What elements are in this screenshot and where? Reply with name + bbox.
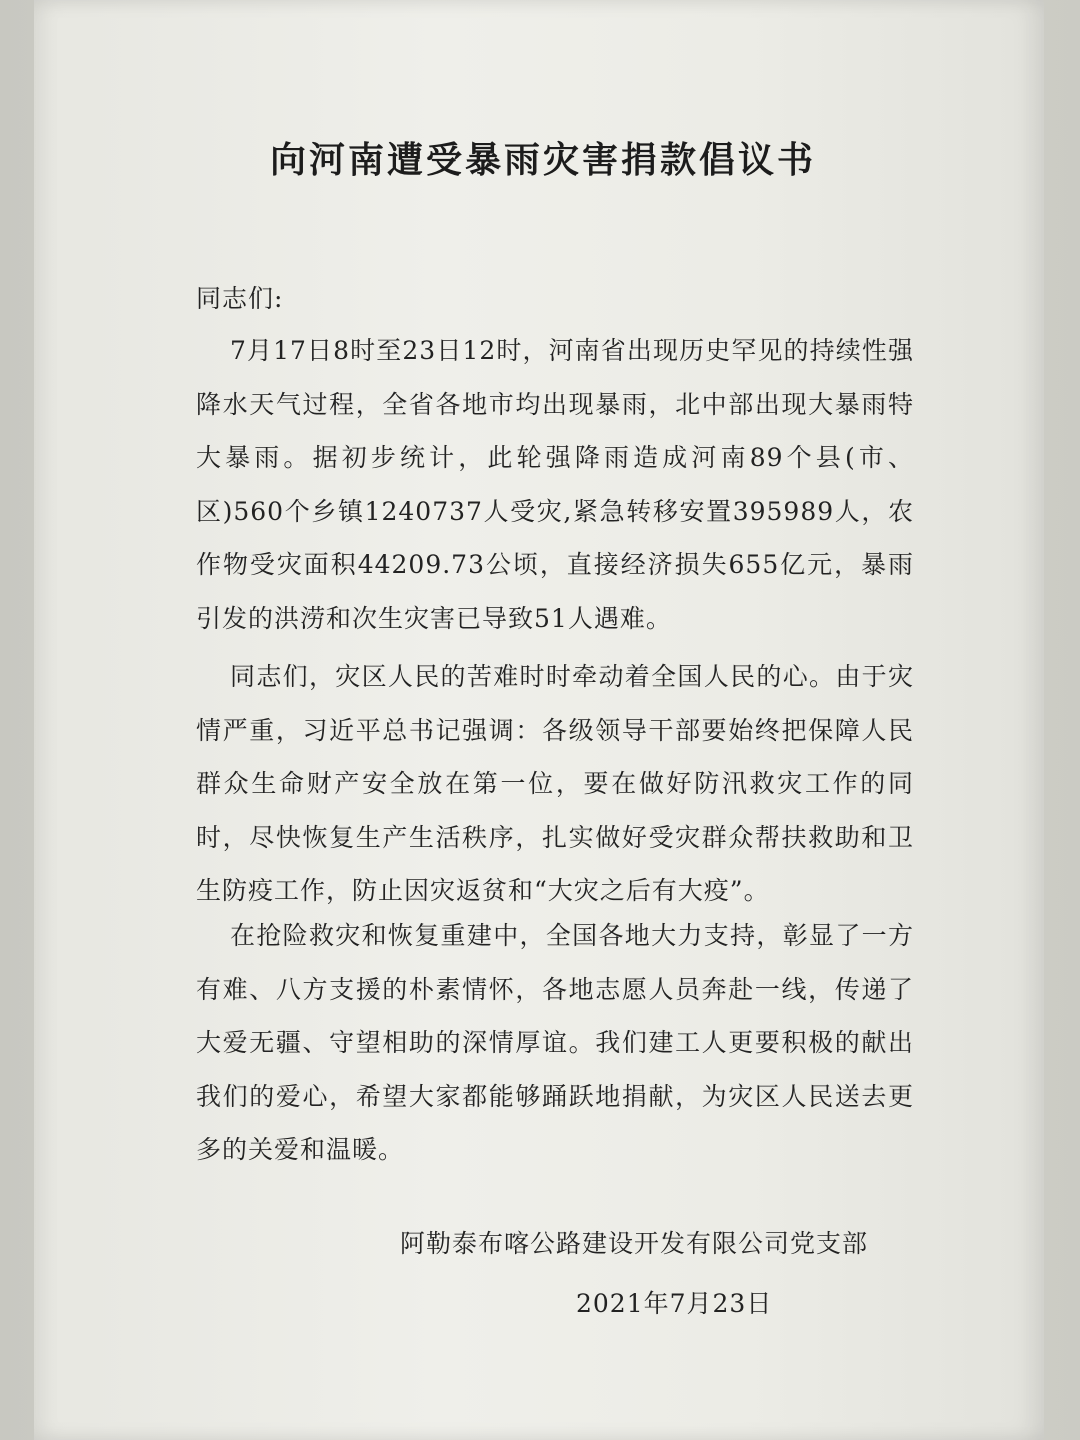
document-date: 2021年7月23日 [576, 1289, 773, 1318]
document-title: 向河南遭受暴雨灾害捐款倡议书 [270, 140, 817, 181]
paragraph-leadership-instruction: 同志们，灾区人民的苦难时时牵动着全国人民的心。由于灾情严重，习近平总书记强调：各级领导干部要始终把保障人民群众生命财产安全放在第一位，要在做好防汛救灾工作的同时，尽快恢复生产生活秩序，扎实做好受灾群众帮扶救助和卫生防疫工作，防止因灾返贫和“大灾之后有大疫”。 [196, 662, 914, 905]
signature-organization: 阿勒泰布喀公路建设开发有限公司党支部 [400, 1229, 869, 1258]
salutation: 同志们: [196, 284, 284, 313]
paragraph-rainfall-statistics: 7月17日8时至23日12时，河南省出现历史罕见的持续性强降水天气过程，全省各地市均出现暴雨，北中部出现大暴雨特大暴雨。据初步统计，此轮强降雨造成河南89个县(市、区)560个乡镇1240737人受灾,紧急转移安置395989人，农作物受灾面积44209.73公顷，直接经济损失655亿元，暴雨引发的洪涝和次生灾害已导致51人遇难。 [196, 336, 914, 633]
paragraph-donation-appeal: 在抢险救灾和恢复重建中，全国各地大力支持，彰显了一方有难、八方支援的朴素情怀，各地志愿人员奔赴一线，传递了大爱无疆、守望相助的深情厚谊。我们建工人更要积极的献出我们的爱心，希望大家都能够踊跃地捐献，为灾区人民送去更多的关爱和温暖。 [196, 921, 914, 1164]
